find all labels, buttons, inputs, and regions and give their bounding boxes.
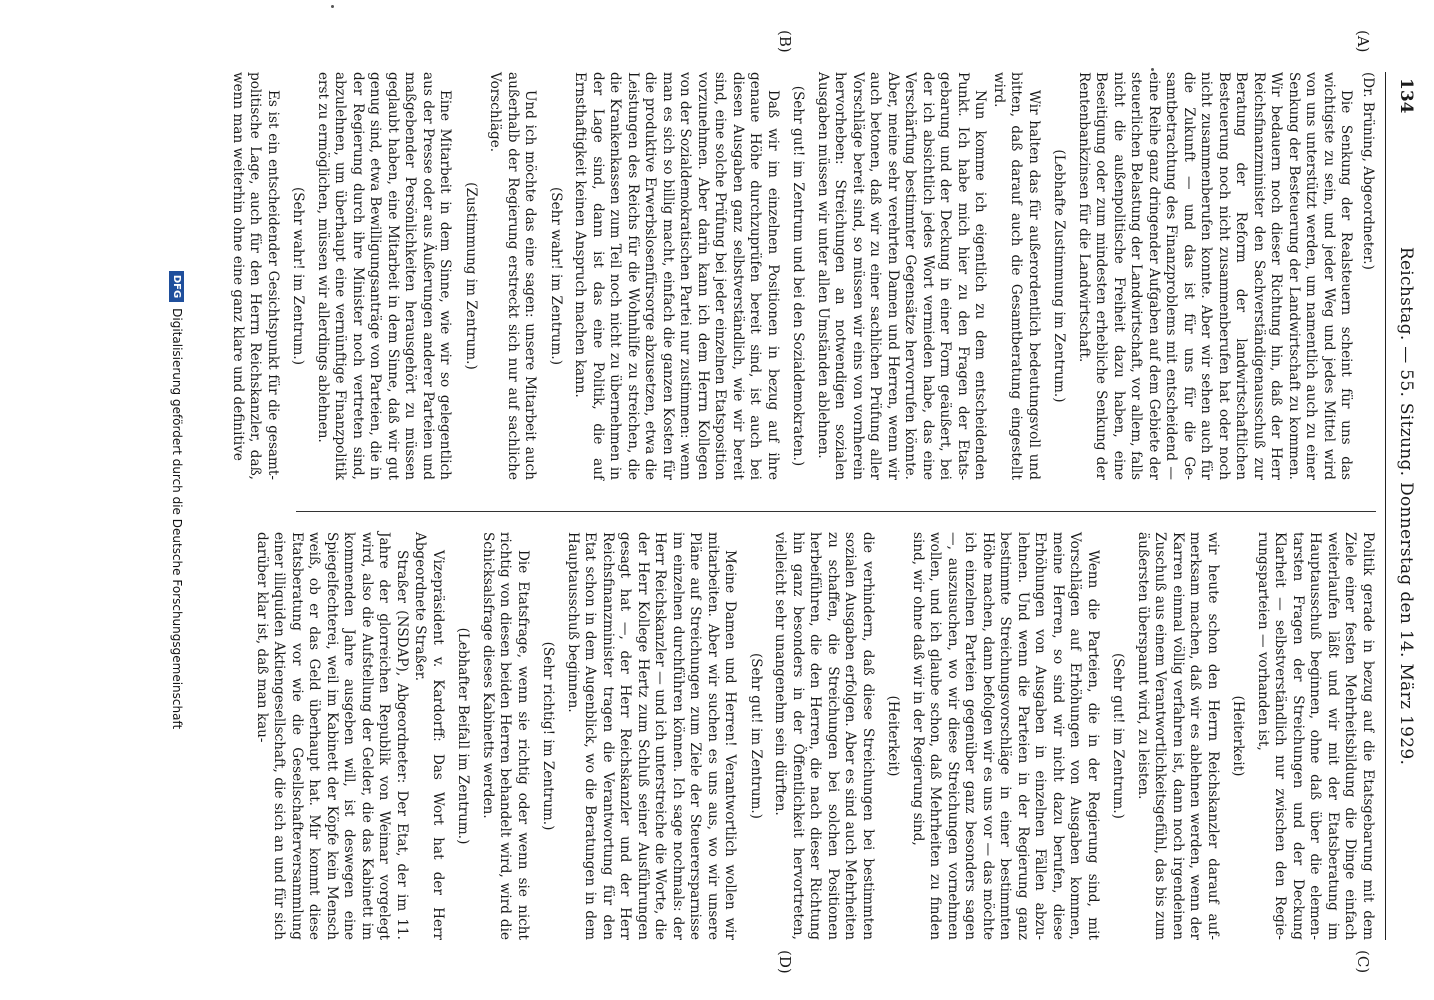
- interjection: (Heiterkeit): [1230, 695, 1247, 777]
- interjection: (Sehr gut! im Zentrum und bei den Sozialdemokraten.): [790, 85, 807, 467]
- dfg-logo: DFG: [169, 271, 184, 302]
- margin-marker-b: (B): [776, 30, 794, 53]
- margin-marker-c: (C): [1354, 950, 1372, 974]
- paragraph: wir heute schon den Herrn Reichskanzler darauf aufmerksam machen, daß wir es ablehnen werden, wenn der Karren einmal völlig verfahren ist, dann noch irgendeinen Zuschuß aus einem Verantwortlichkeitsgefühl, das bis zum äußersten überspannt wird, zu leisten.: [1135, 532, 1221, 940]
- left-text-column: [228, 72, 1377, 480]
- page-number: 134: [1396, 78, 1416, 114]
- interjection: (Sehr gut! im Zentrum.): [748, 653, 764, 819]
- margin-marker-a: (A): [1354, 30, 1372, 53]
- paragraph: Es ist ein entscheidender Gesichtspunkt für die gesamtpolitische Lage, auch für den Herrn Reichskanzler, daß, wenn man weiterhin ohne eine ganz klare und definitive: [230, 72, 281, 480]
- paragraph: Politik gerade in bezug auf die Etatsgebarung mit dem Ziele einer festen Mehrheitsbildung die Dinge einfach weiterlaufen läßt und wir mit der Etatsberatung im Hauptausschuß beginnen, ohne daß über die elementarsten Fragen der Streichungen und der Deckung Klarheit — selbstverständlich nur zwischen den Regierungsparteien — vorhanden ist,: [1255, 532, 1376, 940]
- paragraph: Wir halten das für außerordentlich bedeutungsvoll und bitten, daß darauf auch die Gesamtberatung eingestellt wird.: [991, 72, 1042, 480]
- paragraph: Daß wir im einzelnen Positionen in bezug auf ihre genaue Höhe durchzuprüfen bereit sind, ist auch bei diesen Ausgaben ganz selbstverständlich, wie wir bereit sind, eine solche Prüfung bei jeder einzelnen Etatsposition vorzunehmen. Aber darin kann ich dem Herrn Kollegen von der Sozialdemokratischen Partei nur zustimmen: wenn man es sich so billig macht, einfach die ganzen Kosten für die produktive Erwerbslosenfürsorge abzusetzen, etwa die Leistungen des Reichs für die Wohnhilfe zu streichen, die die Krankenkassen zum Teil noch nicht zu übernehmen in der Lage sind, dann ist das eine Politik, die auf Ernsthaftigkeit keinen Anspruch machen kann.: [572, 72, 781, 480]
- paragraph: Nun komme ich eigentlich zu dem entscheidenden Punkt. Ich habe mich hier zu den Fragen der Etatsgebarung und der Deckung in einer Form geäußert, bei der ich absichtlich jedes Wort vermieden habe, das eine Verschärfung bestimmter Gegensätze hervorrufen könnte. Aber, meine sehr verehrten Damen und Herren, wenn wir auch betonen, daß wir zu einer sachlichen Prüfung aller Vorschläge bereit sind, so müssen wir eins von vornherein hervorheben: Streichungen an notwendigen sozialen Ausgaben müssen wir unter allen Umständen ablehnen.: [815, 72, 989, 480]
- page-header: [1385, 72, 1426, 940]
- interjection: (Heiterkeit): [885, 695, 902, 777]
- paragraph: die verhindern, daß diese Streichungen bei bestimmten sozialen Ausgaben erfolgen. Aber es sind auch Mehrheiten zu schaffen, die Streichungen bei solchen Positionen herbeiführen, die den Herren, die nach dieser Richtung hin ganz besonders in der Öffentlichkeit hervortreten, vielleicht sehr unangenehm sein dürften.: [772, 532, 876, 940]
- right-text-column: [252, 532, 1377, 940]
- interjection: (Zustimmung im Zentrum.): [463, 182, 479, 370]
- paragraph: Die Senkung der Realsteuern scheint für uns das wichtigste zu sein, und jeder Weg und jedes Mittel wird von uns unterstützt werden, um namentlich auch zu einer Senkung der Besteuerung der Landwirtschaft zu kommen. Wir bedauern noch dieser Richtung hin, daß der Herr Reichsfinanzminister den Sachverständigenausschuß zur Beratung der Reform der landwirtschaftlichen Besteuerung noch nicht zusammenberufen hat oder noch nicht zusammenberufen konnte. Aber wir sehen auch für die Zukunft — und das ist für uns für die Gesamtbetrachtung des Finanzproblems mit entscheidend — eine Reihe ganz dringender Aufgaben auf dem Gebiete der steuerlichen Belastung der Landwirtschaft, vor allem, falls nicht die außenpolitische Freiheit dazu haben, eine Beseitigung oder zum mindesten erhebliche Senkung der Rentenbankzinsen für die Landwirtschaft.: [1076, 72, 1355, 480]
- column-divider: [296, 511, 1376, 512]
- page-title: Reichstag. — 55. Sitzung. Donnerstag den 14. März 1929.: [1396, 246, 1416, 766]
- paragraph: Straßer (NSDAP), Abgeordneter: Der Etat, der im 11. Jahre der glorreichen Republik von Weimar vorgelegt wird, also die Aufstellung der Gelder, die das Kabinett im kommenden Jahre ausgeben will, ist deswegen eine Spiegelfechterei, weil im Kabinett der Köpfe kein Mensch weiß, ob er das Geld überhaupt hat. Mir kommt diese Etatsberatung vor wie die Gesellschafterversammlung einer illiquiden Aktiengesellschaft, die sich an und für sich darüber klar ist, daß man kau-: [254, 532, 410, 940]
- paragraph: Wenn die Parteien, die in der Regierung sind, mit Vorschlägen auf Erhöhungen von Ausgaben kommen, meine Herren, so sind wir nicht dazu berufen, diese Erhöhungen von Ausgaben in einzelnen Fällen abzulehnen. Und wenn die Parteien in der Regierung ganz bestimmte Streichungsvorschläge in einer bestimmten Höhe machen, dann befolgen wir es uns vor — das möchte ich einzelnen Parteien gegenüber ganz besonders sagen —, auszusuchen, wo wir diese Streichungen vornehmen wollen, und ich glaube schon, daß Mehrheiten zu finden sind, wir ohne daß wir in der Regierung sind,: [910, 532, 1101, 940]
- paragraph: Die Etatsfrage, wenn sie richtig oder wenn sie nicht richtig von diesen beiden Herren behandelt wird, wird die Schicksalsfrage dieses Kabinetts werden.: [480, 532, 531, 940]
- margin-marker-d: (D): [776, 950, 794, 974]
- digitization-credit: [169, 0, 184, 1000]
- interjection: (Sehr richtig! im Zentrum.): [540, 641, 557, 831]
- interjection: (Sehr wahr! im Zentrum.): [290, 186, 307, 366]
- speaker-tag: (Dr. Brüning, Abgeordneter.): [1360, 72, 1376, 270]
- interjection: (Sehr gut! im Zentrum.): [1110, 653, 1127, 819]
- paragraph: Eine Mitarbeit in dem Sinne, wie wir so gelegentlich aus der Presse oder aus Äußerungen anderer Parteien und maßgebender Persönlichkeiten herausgehört zu müssen geglaubt haben, eine Mitarbeit in dem Sinne, daß wir gut genug sind, etwa Bewilligungsanträge von Parteien, die in der Regierung durch ihre Minister noch vertreten sind, abzulehnen, um überhaupt eine vernünftige Finanzpolitik erst zu ermöglichen, müssen wir allerdings ablehnen.: [315, 72, 454, 480]
- scan-speck: [331, 5, 334, 8]
- interjection: (Lebhafter Beifall im Zentrum.): [455, 627, 472, 845]
- interjection: (Sehr wahr! im Zentrum.): [548, 186, 564, 366]
- paragraph: Vizepräsident v. Kardorff: Das Wort hat der Herr Abgeordnete Straßer.: [412, 532, 446, 940]
- scan-speck: [1151, 68, 1154, 71]
- paragraph: Und ich möchte das eine sagen: unsere Mitarbeit auch außerhalb der Regierung erstreckt sich nur auf sachliche Vorschläge.: [487, 72, 539, 480]
- credit-text: Digitalisierung gefördert durch die Deutsche Forschungsgemeinschaft: [170, 308, 184, 730]
- paragraph: Meine Damen und Herren! Verantwortlich wollen wir mitarbeiten. Aber wir suchen es uns aus, wo wir unsere Pläne auf Streichungen zum Ziele der Steuerersparnisse im einzelnen durchführen können. Ich sage nochmals: der Herr Reichskanzler — und ich unterstreiche die Worte, die der Herr Kollege Hertz zum Schluß seiner Ausführungen gesagt hat —, der Herr Reichskanzler und der Herr Reichsfinanzminister tragen die Verantwortung für den Etat schon in dem Augenblick, wo die Beratungen in dem Hauptausschuß beginnen.: [565, 532, 739, 940]
- interjection: (Lebhafte Zustimmung im Zentrum.): [1051, 149, 1068, 403]
